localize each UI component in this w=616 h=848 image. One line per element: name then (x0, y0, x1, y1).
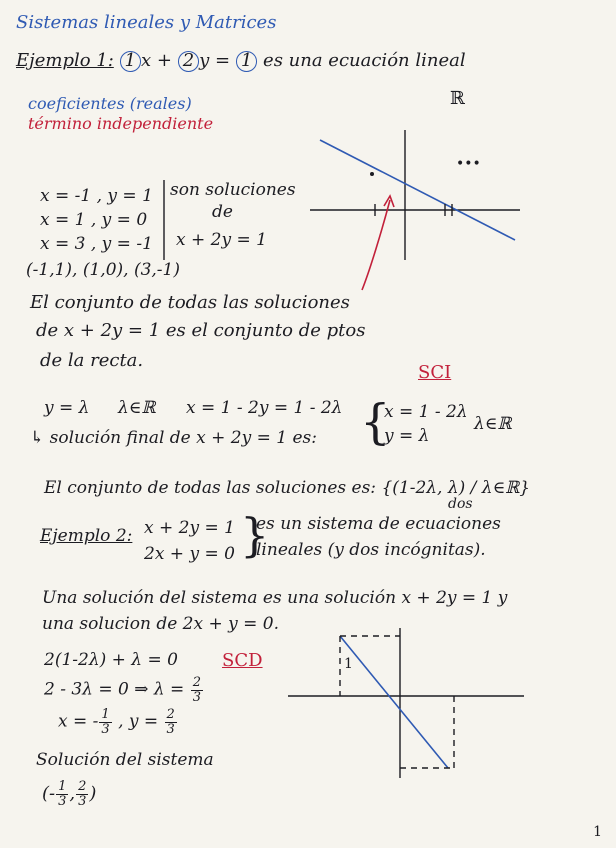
independent-term-label: término independiente (28, 114, 214, 133)
denominator: 3 (78, 793, 87, 809)
solutions-note-2: de (212, 202, 233, 222)
solution-3: x = 3 , y = -1 (40, 234, 153, 254)
close-paren: ) (89, 783, 97, 805)
numerator: 2 (166, 707, 175, 722)
system-desc-1: es un sistema de ecuaciones (256, 514, 501, 534)
calc-step-2-text: 2 - 3λ = 0 ⇒ λ = (44, 679, 185, 700)
param-x: x = 1 - 2y = 1 - 2λ (186, 398, 343, 418)
denominator: 3 (101, 721, 110, 737)
solution-definition-2: una solucion de 2x + y = 0. (42, 614, 280, 634)
graph-dots: ••• (456, 156, 481, 172)
calc-step-3 (58, 708, 178, 736)
x-equals: x = - (58, 711, 99, 732)
denominator: 3 (192, 689, 201, 705)
denominator: 3 (58, 793, 67, 809)
system-desc-2: lineales (y dos incógnitas). (256, 540, 486, 560)
solution-line (320, 140, 515, 240)
coefficients-label: coeficientes (reales) (28, 94, 192, 113)
solutions-note-1: son soluciones (170, 180, 296, 200)
fraction (76, 780, 88, 808)
fraction (191, 676, 203, 704)
numerator: 2 (78, 779, 87, 794)
y-equals: , y = (118, 711, 159, 732)
set-statement-3: de la recta. (40, 350, 144, 371)
comma: , (69, 783, 76, 805)
example2-label: Ejemplo 2: (40, 526, 133, 546)
param-lambda-domain-2: λ∈ℝ (474, 414, 512, 434)
system-eq-2: 2x + y = 0 (144, 544, 235, 564)
divider-bar (162, 180, 166, 260)
brace: { (360, 394, 391, 450)
param-y: y = λ (44, 398, 90, 418)
solution-set-line: El conjunto de todas las soluciones es: {(1-2λ, λ) / λ∈ℝ} (44, 478, 531, 498)
term-y: y = (199, 50, 231, 71)
numerator: 1 (101, 707, 110, 722)
coef-x-circle: 1 (120, 51, 141, 72)
solution-definition-1: Una solución del sistema es una solución x + 2y = 1 y (42, 588, 508, 608)
calc-step-1: 2(1-2λ) + λ = 0 (44, 650, 178, 670)
numerator: 1 (58, 779, 67, 794)
point (370, 172, 374, 176)
param-system-y: y = λ (384, 426, 430, 446)
page-number: 1 (593, 824, 602, 840)
set-statement-2: de x + 2y = 1 es el conjunto de ptos (36, 320, 366, 341)
example1-text: es una ecuación lineal (263, 50, 466, 71)
brace: } (240, 508, 270, 562)
term-x: x + (140, 50, 172, 71)
sci-label: SCI (418, 362, 452, 383)
numerator: 2 (192, 675, 201, 690)
graph-tick-label: 1 (344, 656, 353, 672)
calc-step-2 (44, 676, 204, 704)
solution-2: x = 1 , y = 0 (40, 210, 148, 230)
indep-term-circle: 1 (236, 51, 257, 72)
solutions-note-3: x + 2y = 1 (176, 230, 267, 250)
param-lambda-domain: λ∈ℝ (118, 398, 156, 418)
scd-label: SCD (222, 650, 263, 671)
page-title: Sistemas lineales y Matrices (16, 12, 277, 33)
solution-1: x = -1 , y = 1 (40, 186, 153, 206)
graph-line-x-plus-2y (300, 130, 530, 260)
coef-y-circle: 2 (178, 51, 199, 72)
system-solution-label: Solución del sistema (36, 750, 214, 770)
fraction (99, 708, 111, 736)
example1-label: Ejemplo 1: (16, 50, 114, 71)
set-statement-1: El conjunto de todas las soluciones (30, 292, 350, 313)
red-arrow (362, 200, 390, 290)
param-system-x: x = 1 - 2λ (384, 402, 468, 422)
solution-pairs: (-1,1), (1,0), (3,-1) (26, 260, 181, 280)
solution-line (340, 636, 448, 768)
open-paren: (- (42, 783, 56, 805)
final-solution-text: ↳ solución final de x + 2y = 1 es: (30, 428, 317, 448)
fraction (165, 708, 177, 736)
graph-system (288, 628, 528, 778)
system-eq-1: x + 2y = 1 (144, 518, 235, 538)
fraction (56, 780, 68, 808)
real-set-symbol: ℝ (450, 88, 465, 109)
example1-line (16, 50, 466, 72)
system-solution-value (42, 780, 96, 808)
denominator: 3 (166, 721, 175, 737)
inserted-word: dos (448, 496, 473, 512)
